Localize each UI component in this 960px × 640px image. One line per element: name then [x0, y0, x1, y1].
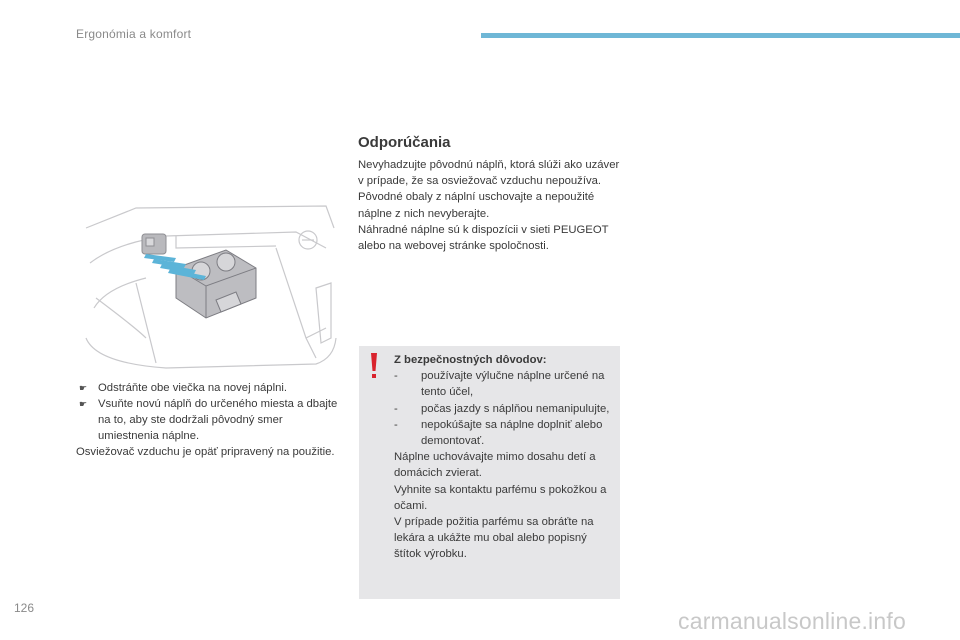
warning-item-text: používajte výlučne náplne určené na tento účel,	[421, 370, 605, 399]
recommendation-paragraph: Náhradné náplne sú k dispozícii v sieti PEUGEOT alebo na webovej stránke spoločnosti.	[358, 223, 609, 253]
list-item	[394, 417, 616, 449]
list-item	[76, 380, 346, 396]
pointer-arrow-icon: ☛	[79, 383, 88, 393]
dash-marker: -	[394, 418, 398, 431]
list-item	[394, 401, 616, 417]
dash-marker: -	[394, 370, 398, 383]
warning-content	[394, 352, 616, 563]
list-item	[394, 368, 616, 400]
section-header-title: Ergonómia a komfort	[76, 27, 192, 41]
warning-item-text: počas jazdy s náplňou nemanipulujte,	[421, 402, 610, 415]
exclamation-icon	[369, 352, 379, 380]
dash-marker: -	[394, 402, 398, 415]
recommendation-paragraph: Pôvodné obaly z náplní uschovajte a nepoužité náplne z nich nevyberajte.	[358, 191, 595, 220]
pointer-arrow-icon: ☛	[79, 399, 88, 409]
safety-warning-box	[359, 346, 620, 599]
watermark-text: carmanualsonline.info	[678, 608, 906, 634]
recommendations-title: Odporúčania	[358, 134, 451, 151]
warning-heading: Z bezpečnostných dôvodov:	[394, 354, 547, 366]
header-accent-bar	[481, 33, 960, 38]
list-item	[76, 396, 346, 444]
recommendation-paragraph: Nevyhadzujte pôvodnú náplň, ktorá slúži ako uzáver v prípade, že sa osviežovač vzduchu nepoužíva.	[358, 159, 620, 188]
result-text: Osviežovač vzduchu je opäť pripravený na použitie.	[76, 446, 335, 458]
instruction-steps	[76, 380, 346, 460]
warning-paragraph: Náplne uchovávajte mimo dosahu detí a domácich zvierat.	[394, 451, 596, 480]
warning-paragraph: V prípade požitia parfému sa obráťte na lekára a ukážte mu obal alebo popisný štítok výrobku.	[394, 516, 594, 561]
page-number: 126	[14, 601, 35, 615]
recommendations-body	[358, 157, 623, 254]
step-text: Vsuňte novú náplň do určeného miesta a dbajte na to, aby ste dodržali pôvodný smer umiestnenia náplne.	[98, 398, 338, 442]
step-text: Odstráňte obe viečka na novej náplni.	[98, 382, 288, 394]
air-freshener-illustration	[76, 188, 338, 374]
warning-paragraph: Vyhnite sa kontaktu parfému s pokožkou a očami.	[394, 483, 607, 512]
warning-item-text: nepokúšajte sa náplne doplniť alebo demontovať.	[421, 418, 603, 448]
